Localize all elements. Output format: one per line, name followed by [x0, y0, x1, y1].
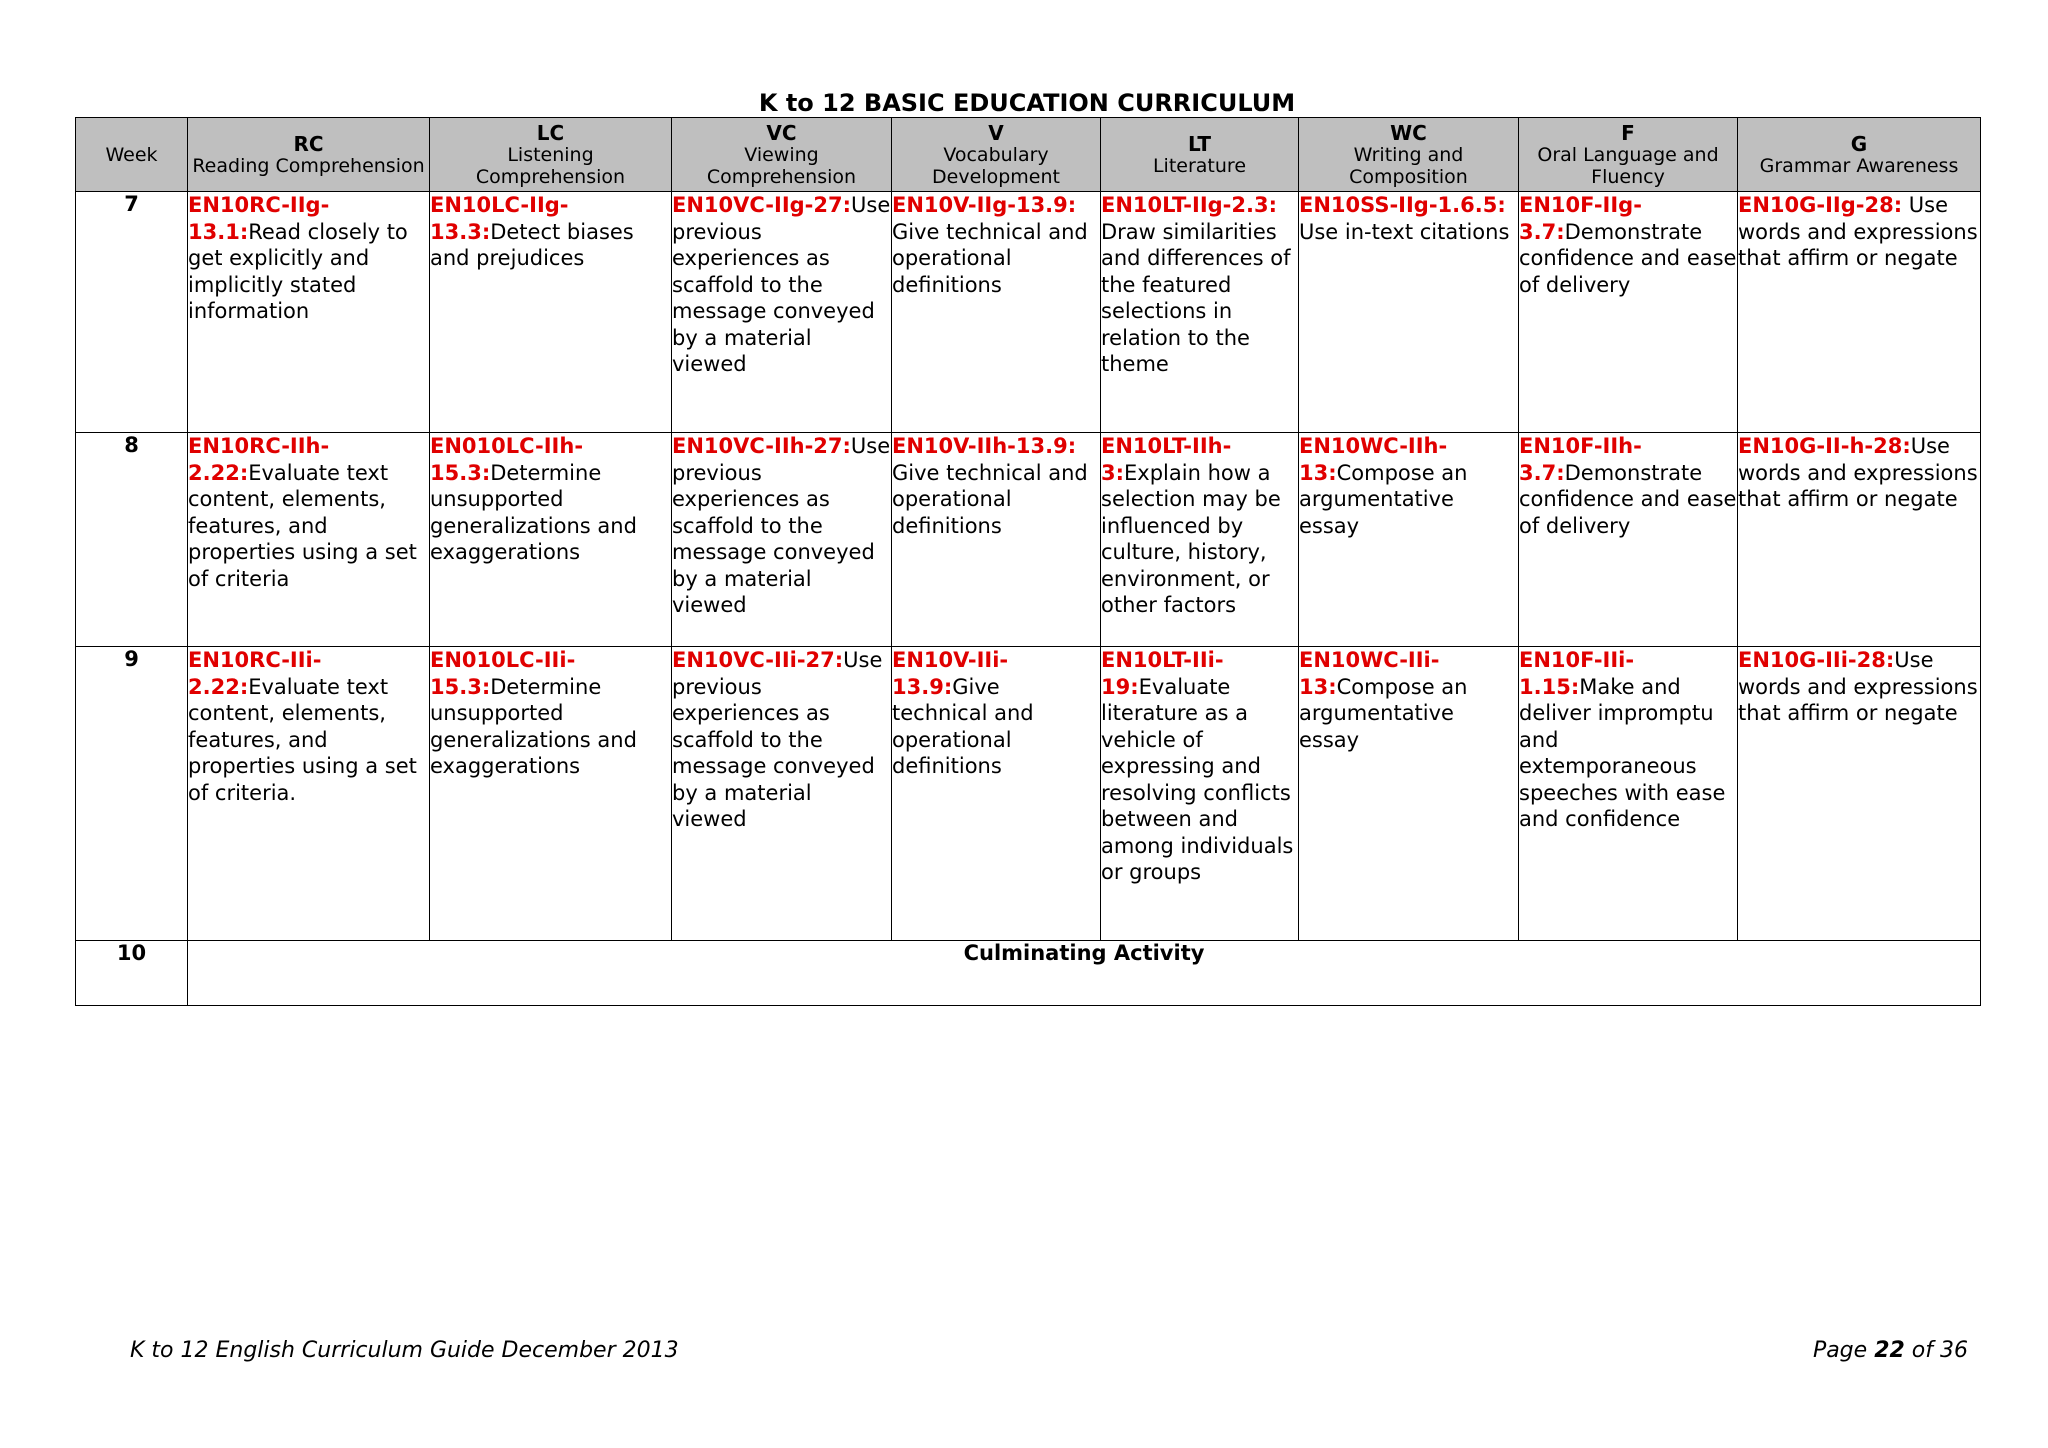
table-header-row: [76, 118, 1981, 192]
competency-code: EN10WC-IIi-13:: [1299, 648, 1440, 699]
competency-cell: [430, 192, 672, 433]
table-row-week-9: [76, 647, 1981, 941]
competency-text: Use previous experiences as scaffold to the message conveyed by a material viewed: [672, 193, 891, 376]
competency-text: Give technical and operational definitions: [892, 674, 1034, 778]
column-header-lt: [1101, 118, 1299, 192]
competency-cell: [1101, 192, 1299, 433]
column-name: Reading Comprehension: [192, 154, 425, 177]
week-number: 8: [76, 433, 188, 647]
competency-code: EN010LC-IIh-15.3:: [430, 434, 584, 485]
page-suffix: of 36: [1904, 1338, 1968, 1363]
competency-cell: [188, 647, 430, 941]
current-page: 22: [1874, 1338, 1905, 1363]
competency-cell: [1738, 192, 1981, 433]
competency-code: EN10G-IIi-28:: [1738, 648, 1895, 672]
competency-cell: [672, 647, 892, 941]
page-prefix: Page: [1812, 1338, 1875, 1363]
week-number: 7: [76, 192, 188, 433]
competency-text: Determine unsupported generalizations and exaggerations: [430, 674, 637, 778]
competency-cell: [1738, 647, 1981, 941]
table-row-week-7: [76, 192, 1981, 433]
competency-code: EN10VC-IIh-27:: [672, 434, 851, 458]
competency-code: EN10F-IIi-1.15:: [1519, 648, 1635, 699]
competency-code: EN10WC-IIh-13:: [1299, 434, 1448, 485]
column-abbr: VC: [766, 120, 797, 145]
competency-cell: [892, 647, 1101, 941]
competency-code: EN10LC-IIg-13.3:: [430, 193, 569, 244]
competency-cell: [188, 433, 430, 647]
competency-text: Compose an argumentative essay: [1299, 460, 1468, 538]
competency-code: EN10V-IIg-13.9:: [892, 193, 1077, 217]
competency-code: EN10F-IIh-3.7:: [1519, 434, 1642, 485]
competency-code: EN10LT-IIh-3:: [1101, 434, 1232, 485]
column-name: Grammar Awareness: [1759, 154, 1959, 177]
competency-code: EN10RC-IIh-2.22:: [188, 434, 330, 485]
competency-text: Give technical and operational definitions: [892, 219, 1088, 297]
column-name: Vocabulary Development: [932, 143, 1060, 188]
footer-guide-name: K to 12 English Curriculum Guide December 2013: [130, 1338, 679, 1363]
competency-code: EN10VC-IIg-27:: [672, 193, 852, 217]
page-title: K to 12 BASIC EDUCATION CURRICULUM: [758, 89, 1296, 117]
competency-code: EN10VC-IIi-27:: [672, 648, 844, 672]
competency-code: EN10LT-IIg-2.3:: [1101, 193, 1277, 217]
competency-text: Use words and expressions that affirm or negate: [1738, 648, 1978, 725]
week-column-header: Week: [76, 118, 188, 192]
competency-cell: [672, 192, 892, 433]
column-name: Listening Comprehension: [475, 143, 626, 188]
competency-text: Make and deliver impromptu and extemporaneous speeches with ease and confidence: [1519, 674, 1726, 831]
competency-code: EN10G-II-h-28:: [1738, 434, 1911, 458]
column-header-lc: [430, 118, 672, 192]
competency-text: Use words and expressions that affirm or negate: [1738, 434, 1978, 511]
culminating-activity: Culminating Activity: [188, 941, 1981, 1006]
column-name: Writing and Composition: [1349, 143, 1468, 188]
competency-text: Use previous experiences as scaffold to the message conveyed by a material viewed: [672, 648, 883, 831]
competency-text: Detect biases and prejudices: [430, 219, 634, 270]
competency-cell: [1101, 647, 1299, 941]
competency-cell: [1299, 192, 1519, 433]
competency-cell: [1101, 433, 1299, 647]
competency-code: EN10LT-IIi-19:: [1101, 648, 1224, 699]
competency-text: Use in-text citations: [1299, 219, 1510, 244]
competency-cell: [892, 192, 1101, 433]
competency-text: Use words and expressions that affirm or negate: [1738, 193, 1978, 270]
competency-text: Give technical and operational definitions: [892, 460, 1088, 538]
competency-code: EN10V-IIi-13.9:: [892, 648, 1009, 699]
competency-text: Draw similarities and differences of the featured selections in relation to the theme: [1101, 219, 1291, 376]
competency-text: Evaluate text content, elements, features, and properties using a set of criteria: [188, 460, 417, 591]
competency-cell: [188, 192, 430, 433]
competency-text: Demonstrate confidence and ease of delivery: [1519, 219, 1737, 297]
curriculum-table: [75, 117, 1981, 1006]
column-abbr: G: [1850, 131, 1868, 156]
competency-text: Evaluate literature as a vehicle of expressing and resolving conflicts between and among individuals or groups: [1101, 674, 1294, 884]
competency-code: EN10V-IIh-13.9:: [892, 434, 1077, 458]
competency-cell: [672, 433, 892, 647]
column-header-rc: [188, 118, 430, 192]
competency-cell: [430, 433, 672, 647]
column-header-g: [1738, 118, 1981, 192]
competency-code: EN10SS-IIg-1.6.5:: [1299, 193, 1506, 217]
column-abbr: WC: [1390, 120, 1427, 145]
competency-text: Read closely to get explicitly and implicitly stated information: [188, 219, 408, 323]
column-abbr: V: [988, 120, 1004, 145]
table-row-week-8: [76, 433, 1981, 647]
competency-code: EN10F-IIg-3.7:: [1519, 193, 1642, 244]
footer-page-number: [1813, 1338, 1968, 1363]
competency-text: Determine unsupported generalizations and exaggerations: [430, 460, 637, 564]
competency-cell: [1299, 433, 1519, 647]
competency-cell: [1519, 192, 1738, 433]
competency-cell: [892, 433, 1101, 647]
competency-text: Demonstrate confidence and ease of delivery: [1519, 460, 1737, 538]
week-number: 9: [76, 647, 188, 941]
column-abbr: LT: [1187, 131, 1212, 156]
column-abbr: F: [1621, 120, 1635, 145]
table-row-week-10: [76, 941, 1981, 1006]
competency-text: Use previous experiences as scaffold to the message conveyed by a material viewed: [672, 434, 891, 617]
column-name: Literature: [1152, 154, 1247, 177]
column-name: Viewing Comprehension: [706, 143, 857, 188]
competency-text: Explain how a selection may be influenced by culture, history, environment, or other factors: [1101, 460, 1281, 617]
column-abbr: LC: [536, 120, 565, 145]
competency-cell: [430, 647, 672, 941]
competency-code: EN10RC-IIi-2.22:: [188, 648, 322, 699]
column-header-f: [1519, 118, 1738, 192]
competency-code: EN010LC-IIi-15.3:: [430, 648, 576, 699]
column-header-vc: [672, 118, 892, 192]
week-number: 10: [76, 941, 188, 1006]
competency-cell: [1299, 647, 1519, 941]
column-name: Oral Language and Fluency: [1537, 143, 1719, 188]
competency-cell: [1519, 433, 1738, 647]
column-header-v: [892, 118, 1101, 192]
column-abbr: RC: [293, 131, 324, 156]
competency-cell: [1519, 647, 1738, 941]
competency-text: Evaluate text content, elements, features, and properties using a set of criteria.: [188, 674, 417, 805]
column-header-wc: [1299, 118, 1519, 192]
competency-text: Compose an argumentative essay: [1299, 674, 1468, 752]
competency-code: EN10RC-IIg-13.1:: [188, 193, 330, 244]
competency-cell: [1738, 433, 1981, 647]
competency-code: EN10G-IIg-28:: [1738, 193, 1903, 217]
